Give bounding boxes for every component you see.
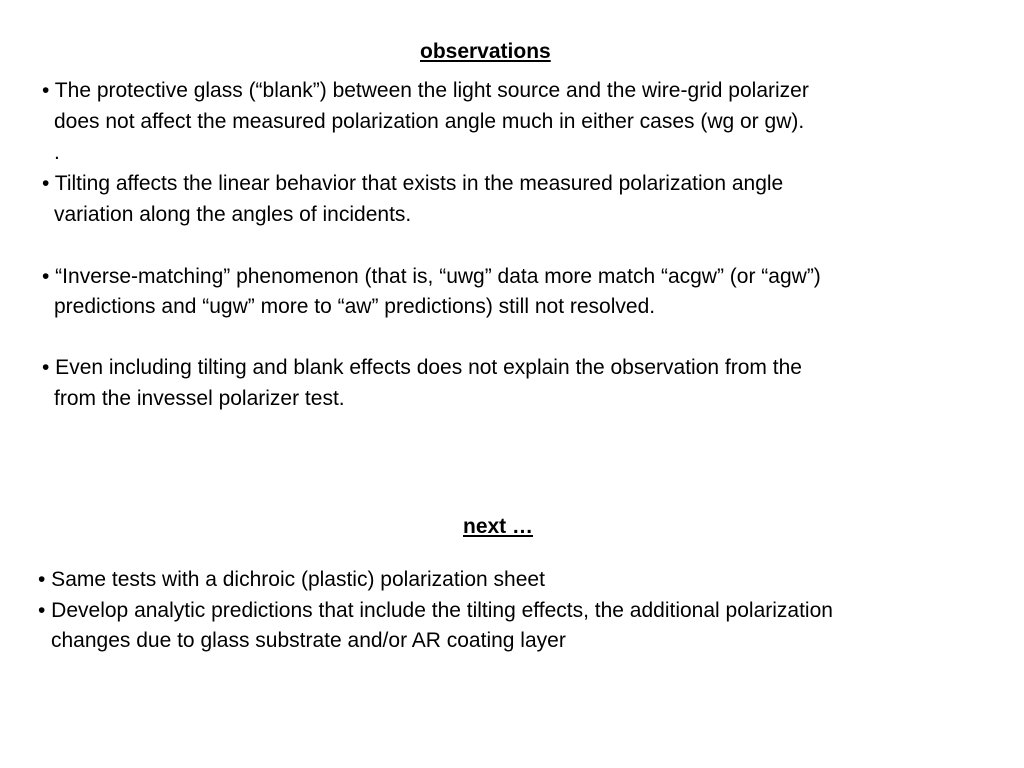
observation-2-line-1: • Tilting affects the linear behavior that exists in the measured polarization angle: [42, 172, 784, 195]
observation-4-line-1: • Even including tilting and blank effects does not explain the observation from the: [42, 356, 802, 379]
next-2-line-2: changes due to glass substrate and/or AR coating layer: [51, 629, 566, 652]
observation-1-line-3: .: [54, 141, 60, 164]
observations-heading: observations: [420, 40, 551, 63]
observation-4-line-2: from the invessel polarizer test.: [54, 387, 345, 410]
next-heading: next …: [463, 515, 534, 538]
observation-1-line-1: • The protective glass (“blank”) between the light source and the wire-grid polarizer: [42, 79, 809, 102]
observation-1-line-2: does not affect the measured polarization angle much in either cases (wg or gw).: [54, 110, 805, 133]
next-2-line-1: • Develop analytic predictions that include the tilting effects, the additional polarization: [38, 599, 833, 622]
observation-3-line-2: predictions and “ugw” more to “aw” predictions) still not resolved.: [54, 295, 656, 318]
observation-3-line-1: • “Inverse-matching” phenomenon (that is, “uwg” data more match “acgw” (or “agw”): [42, 265, 821, 288]
observation-2-line-2: variation along the angles of incidents.: [54, 203, 412, 226]
next-1-line-1: • Same tests with a dichroic (plastic) polarization sheet: [38, 568, 545, 591]
